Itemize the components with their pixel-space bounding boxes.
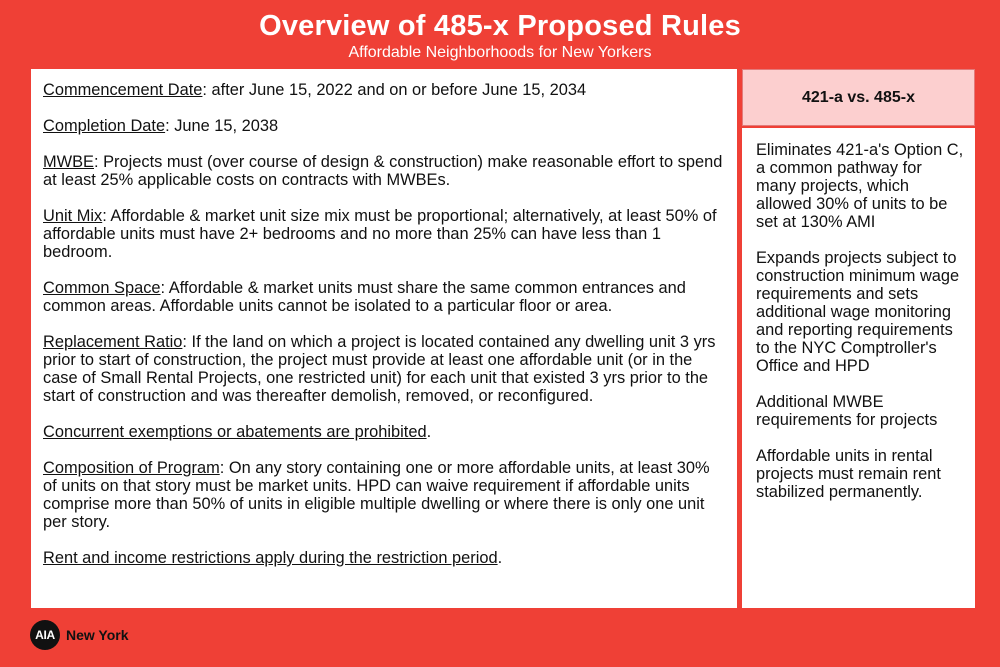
comparison-panel (742, 128, 975, 608)
rule-completion-date (43, 117, 725, 135)
rule-text: . (497, 549, 503, 567)
comparison-point: Expands projects subject to construction minimum wage requirements and sets additional wage monitoring and reporting requirements to the NYC Comptroller's Office and HPD (756, 249, 960, 375)
page-title: Overview of 485-x Proposed Rules (259, 10, 741, 42)
aia-new-york-logo (30, 620, 129, 650)
rule-term: MWBE (43, 153, 94, 171)
rule-commencement-date (43, 81, 725, 99)
comparison-point: Affordable units in rental projects must remain rent stabilized permanently. (756, 447, 941, 501)
rule-composition-of-program (43, 459, 725, 531)
rule-text: : Affordable & market units must share the same common entrances and common areas. Affordable units cannot be isolated to a particular floor or area. (43, 279, 686, 315)
rules-panel (31, 69, 737, 608)
rule-term: Unit Mix (43, 207, 103, 225)
page-subtitle: Affordable Neighborhoods for New Yorkers (348, 44, 652, 61)
rule-text: : after June 15, 2022 and on or before June 15, 2034 (202, 81, 587, 99)
rule-term: Rent and income restrictions apply during the restriction period (43, 549, 498, 567)
rule-term: Replacement Ratio (43, 333, 183, 351)
rule-concurrent-exemptions (43, 423, 725, 441)
rule-text: : On any story containing one or more affordable units, at least 30% of units on that story must be market units. HPD can waive requirement if affordable units comprise more than 50% of units in eligible multiple dwelling or where there is only one unit per story. (43, 459, 710, 531)
logo-text: New York (66, 627, 129, 643)
rule-text: : Projects must (over course of design & construction) make reasonable effort to spend at least 25% applicable costs on contracts with MWBEs. (43, 153, 723, 189)
header (0, 0, 1000, 63)
comparison-heading: 421-a vs. 485-x (742, 69, 975, 126)
rule-text: : Affordable & market unit size mix must be proportional; alternatively, at least 50% of affordable units must have 2+ bedrooms and no more than 25% can have less than 1 bedroom. (43, 207, 717, 261)
rule-term: Commencement Date (43, 81, 203, 99)
rule-unit-mix (43, 207, 725, 261)
rule-text: : If the land on which a project is located contained any dwelling unit 3 yrs prior to start of construction, the project must provide at least one affordable unit (or in the case of Small Rental Projects, one restricted unit) for each unit that existed 3 yrs prior to the start of construction and was thereafter demolish, removed, or reconfigured. (43, 333, 716, 405)
rule-replacement-ratio (43, 333, 725, 405)
rule-text: . (426, 423, 432, 441)
rule-term: Common Space (43, 279, 161, 297)
comparison-point: Additional MWBE requirements for projects (756, 393, 938, 429)
comparison-point: Eliminates 421-a's Option C, a common pathway for many projects, which allowed 30% of units to be set at 130% AMI (756, 141, 964, 231)
rule-common-space (43, 279, 725, 315)
rule-term: Composition of Program (43, 459, 220, 477)
aia-logo-badge: AIA (30, 620, 60, 650)
rule-rent-income-restrictions (43, 549, 725, 567)
rule-text: : June 15, 2038 (165, 117, 279, 135)
rule-term: Completion Date (43, 117, 166, 135)
rule-mwbe (43, 153, 725, 189)
rule-term: Concurrent exemptions or abatements are prohibited (43, 423, 427, 441)
